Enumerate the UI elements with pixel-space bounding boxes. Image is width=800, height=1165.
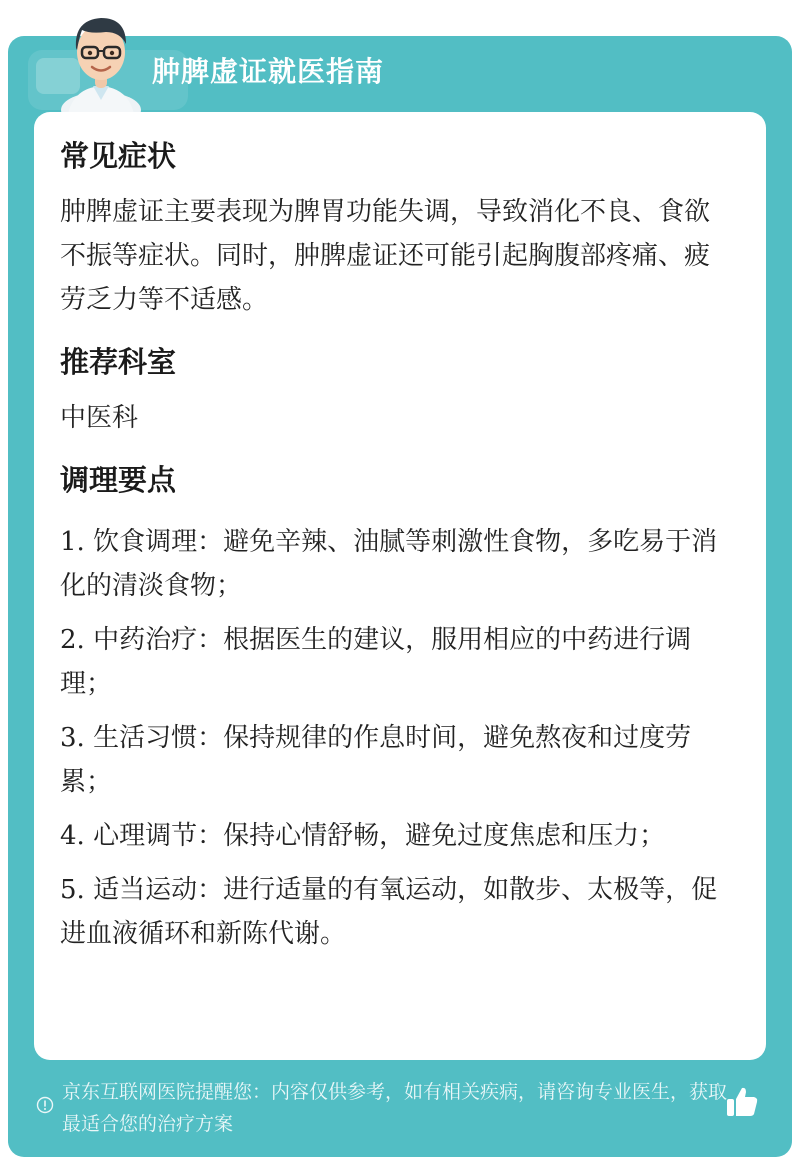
care-item-number: 2. bbox=[60, 625, 85, 655]
care-title: 调理要点 bbox=[60, 463, 177, 497]
care-item-number: 4. bbox=[60, 821, 85, 851]
care-item bbox=[60, 520, 732, 608]
symptoms-title: 常见症状 bbox=[60, 139, 177, 173]
care-item-text: 饮食调理：避免辛辣、油腻等刺激性食物，多吃易于消化的清淡食物； bbox=[60, 527, 718, 601]
info-icon bbox=[36, 1096, 54, 1114]
doctor-avatar-icon bbox=[46, 4, 156, 114]
disclaimer-text: 京东互联网医院提醒您：内容仅供参考，如有相关疾病，请咨询专业医生，获取最适合您的治疗方案 bbox=[62, 1081, 728, 1135]
thumbs-up-icon[interactable] bbox=[724, 1084, 760, 1120]
content-card bbox=[34, 112, 766, 1060]
care-item bbox=[60, 618, 732, 706]
care-item bbox=[60, 814, 732, 858]
care-item-text: 心理调节：保持心情舒畅，避免过度焦虑和压力； bbox=[84, 821, 666, 851]
care-item-number: 1. bbox=[60, 527, 85, 557]
care-item-number: 3. bbox=[60, 723, 85, 753]
care-item-number: 5. bbox=[60, 875, 85, 905]
care-item-text: 适当运动：进行适量的有氧运动，如散步、太极等，促进血液循环和新陈代谢。 bbox=[60, 875, 718, 949]
department-title: 推荐科室 bbox=[60, 345, 177, 379]
care-item-text: 生活习惯：保持规律的作息时间，避免熬夜和过度劳累； bbox=[60, 723, 692, 797]
care-item-text: 中药治疗：根据医生的建议，服用相应的中药进行调理； bbox=[60, 625, 692, 699]
symptoms-body: 肿脾虚证主要表现为脾胃功能失调，导致消化不良、食欲不振等症状。同时，肿脾虚证还可能引起胸腹部疼痛、疲劳乏力等不适感。 bbox=[60, 197, 711, 315]
care-item bbox=[60, 716, 732, 804]
department-body: 中医科 bbox=[60, 403, 139, 433]
page-title: 肿脾虚证就医指南 bbox=[152, 55, 385, 88]
care-item bbox=[60, 868, 732, 956]
